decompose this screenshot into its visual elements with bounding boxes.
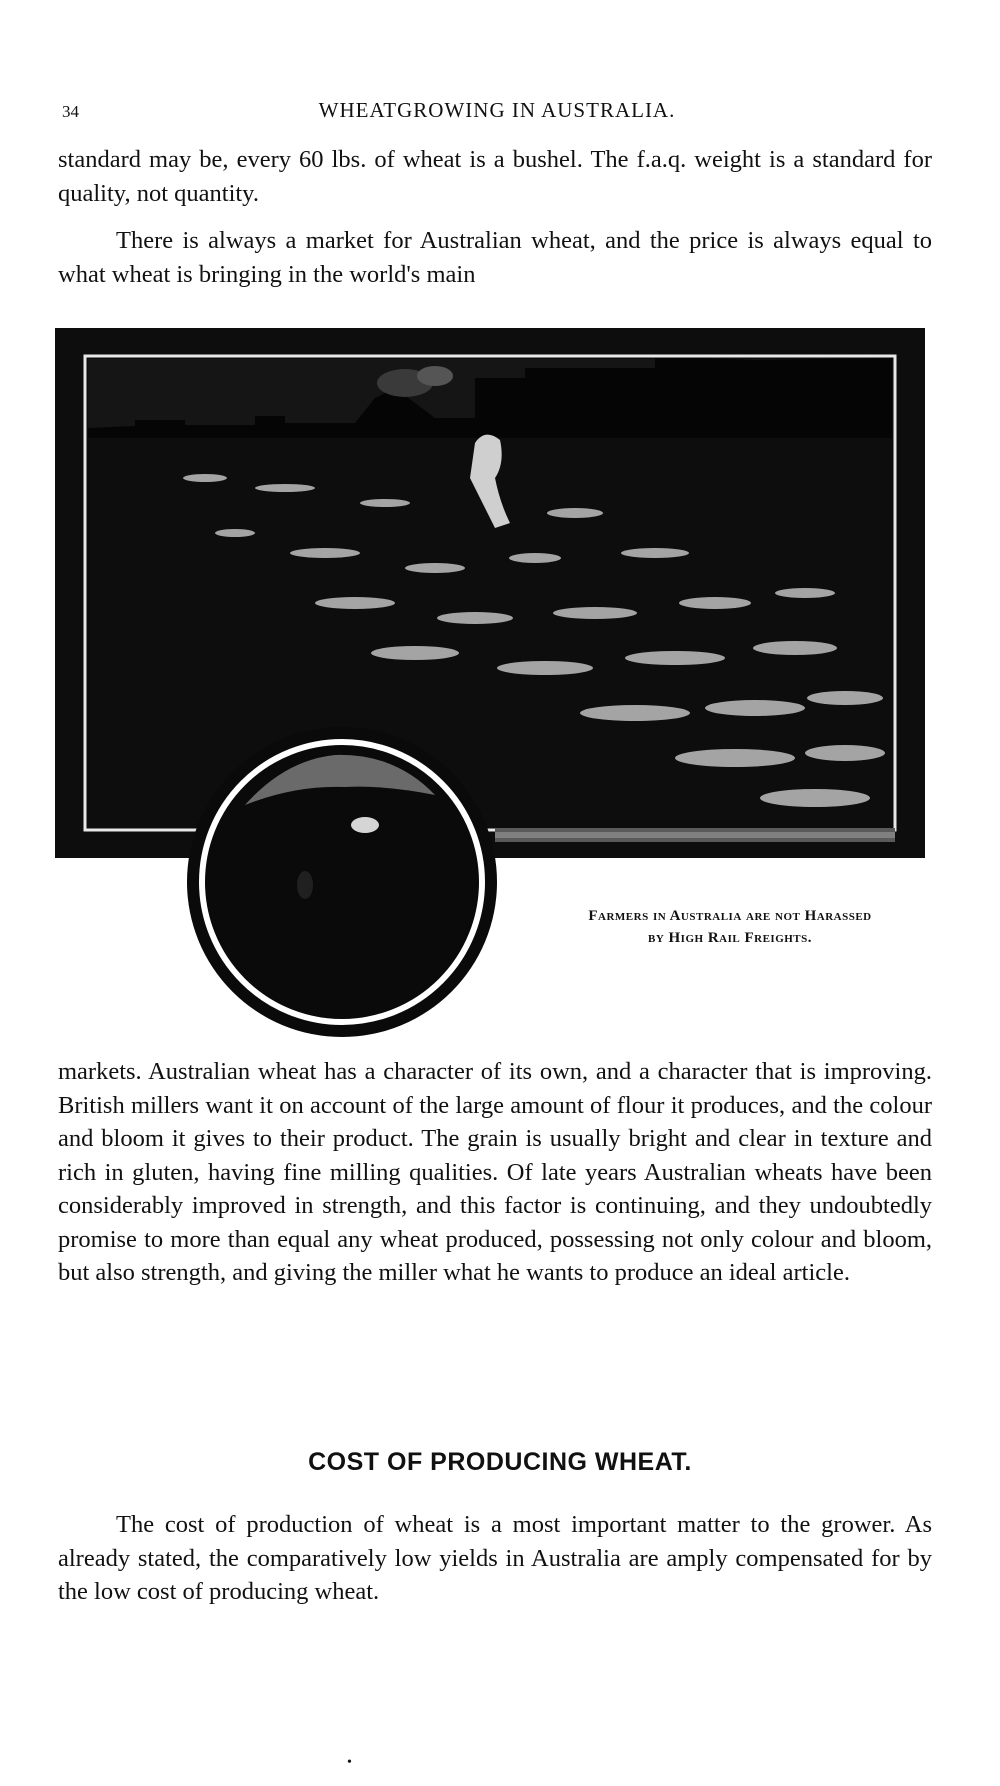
paragraph-continuation: standard may be, every 60 lbs. of wheat is a bushel. The f.a.q. weight is a standard for quality, not quantity.	[58, 146, 932, 207]
figure-caption	[520, 905, 940, 949]
running-title: WHEATGROWING IN AUSTRALIA.	[318, 98, 676, 122]
paragraph-character: markets. Australian wheat has a character of its own, and a character that is improving. British millers want it on account of the large amount of flour it produces, and the colour and bloom it gives to their product. The grain is usually bright and clear in texture and rich in gluten, having fine milling qualities. Of late years Australian wheats have been considerably improved in strength, and this factor is continuing, and they undoubtedly promise to more than equal any wheat produced, possessing not only colour and bloom, but also strength, and giving the miller what he wants to produce an ideal article.	[58, 1058, 932, 1286]
page-number: 34	[62, 102, 79, 121]
paragraph-market: There is always a market for Australian wheat, and the price is always equal to what wheat is bringing in the world's main	[58, 227, 932, 288]
inset-circular-photograph	[185, 725, 500, 1040]
section-heading: COST OF PRODUCING WHEAT.	[308, 1448, 692, 1476]
paragraph-cost: The cost of production of wheat is a most important matter to the grower. As already stated, the comparatively low yields in Australia are amply compensated for by the low cost of producing wheat.	[58, 1511, 932, 1605]
caption-line-2: by High Rail Freights.	[647, 930, 813, 946]
stray-mark: •	[347, 1755, 352, 1770]
running-head	[62, 98, 932, 128]
caption-line-1: Farmers in Australia are not Harassed	[588, 908, 872, 924]
